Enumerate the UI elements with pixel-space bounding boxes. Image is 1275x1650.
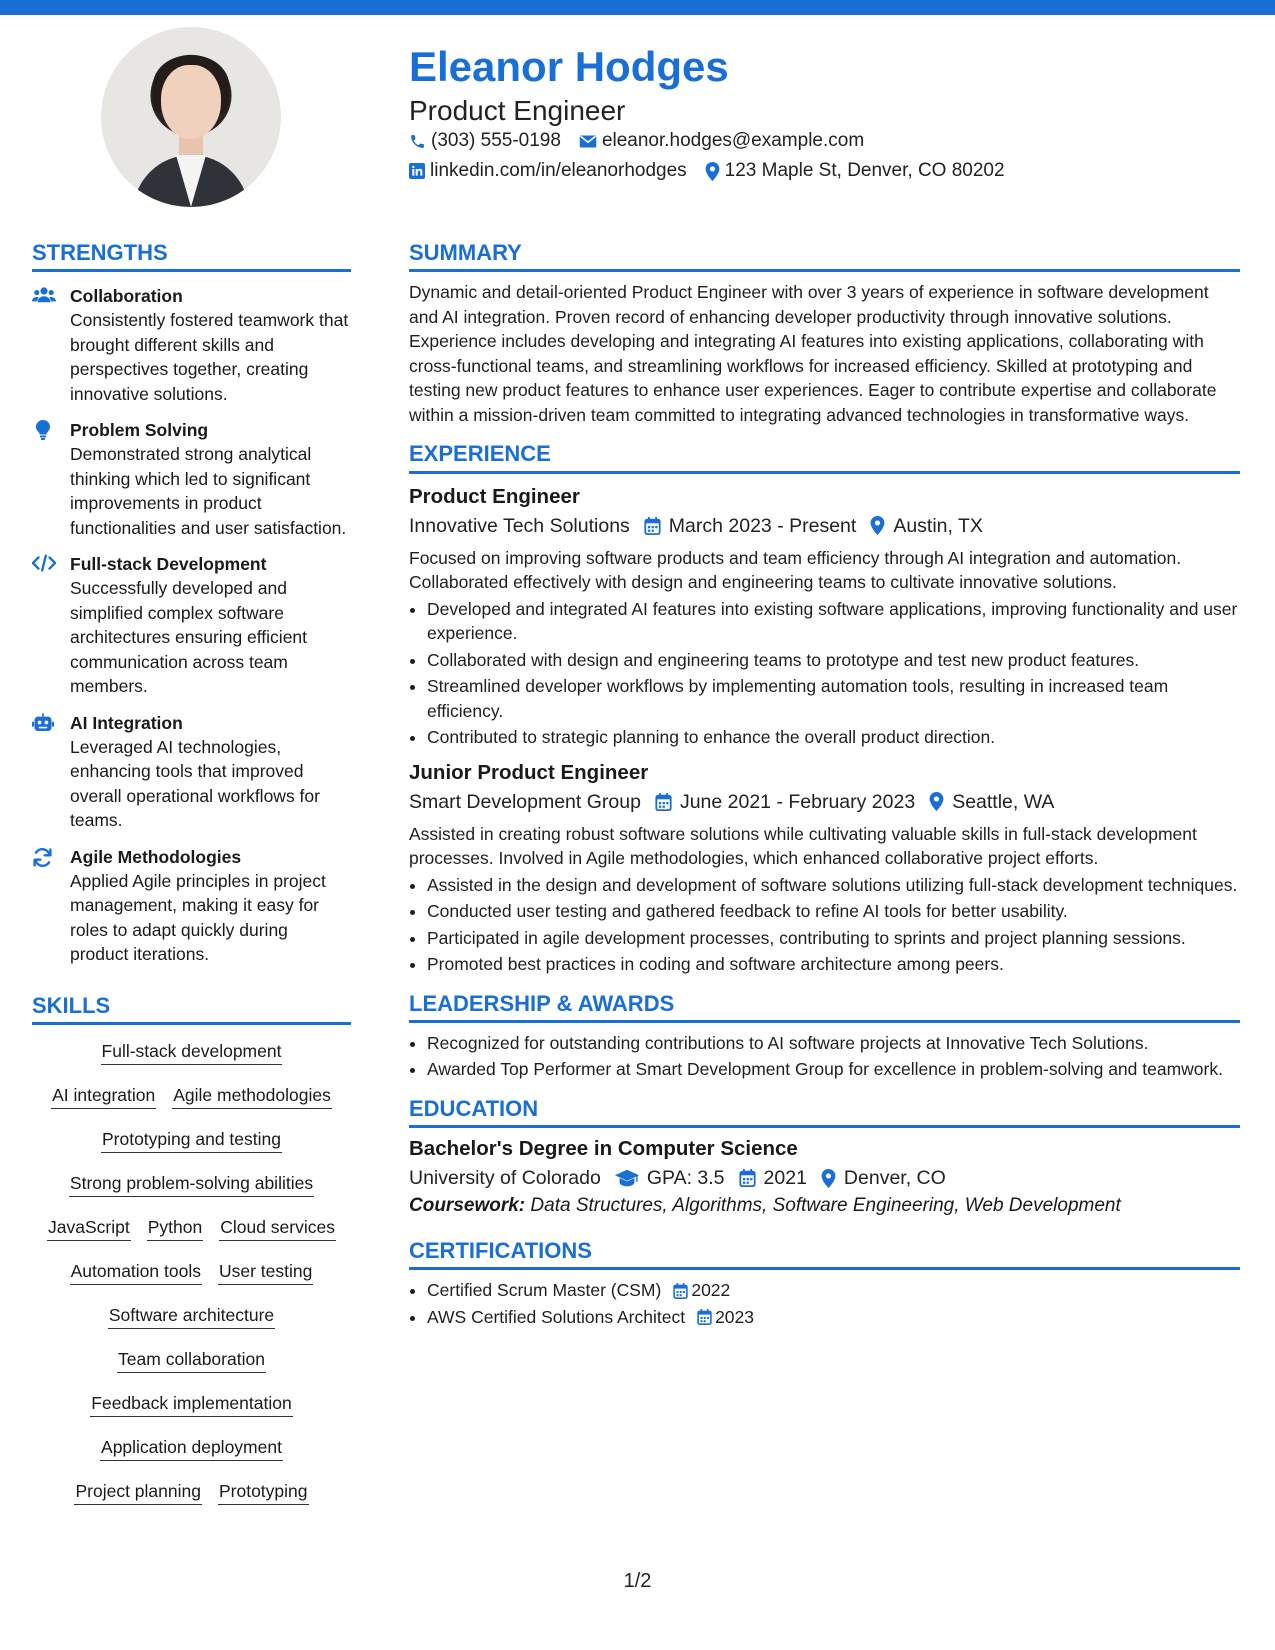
phone-text: (303) 555-0198 [431,130,561,151]
job-location [929,788,1054,816]
strength-item [32,711,351,833]
envelope-icon [579,134,597,149]
job-bullet: • Conducted user testing and gathered feedback to refine AI tools for better usability. [427,899,1240,924]
skill-row [32,1083,351,1109]
leadership-heading: LEADERSHIP & AWARDS [409,991,1240,1023]
job-bullet: • Assisted in the design and development of software solutions utilizing full-stack development techniques. [427,873,1240,898]
skill-row [32,1347,351,1373]
contact-email[interactable] [579,130,864,152]
candidate-name: Eleanor Hodges [409,43,729,90]
strength-desc: Consistently fostered teamwork that brought different skills and perspectives together, creating innovative solutions. [70,310,349,404]
education-heading: EDUCATION [409,1096,1240,1128]
calendar-icon [673,1283,688,1299]
left-column [32,240,351,1523]
calendar-icon [655,793,672,811]
email-text: eleanor.hodges@example.com [601,130,865,151]
contact-row-2 [409,160,1023,182]
job-company: Innovative Tech Solutions [409,514,630,537]
skill-tag: Software architecture [108,1303,275,1329]
contact-phone[interactable] [409,130,561,152]
strengths-heading: STRENGTHS [32,240,351,272]
award-bullet: • Recognized for outstanding contributions to AI software projects at Innovative Tech Solutions. [427,1031,1240,1056]
education-section [409,1096,1240,1220]
map-pin-icon [705,162,720,181]
map-pin-icon [929,792,944,811]
experience-heading: EXPERIENCE [409,441,1240,473]
job-dates-text: June 2021 - February 2023 [679,790,916,813]
contact-linkedin[interactable] [409,160,687,182]
job-location-text: Seattle, WA [952,790,1055,813]
certifications-heading: CERTIFICATIONS [409,1238,1240,1270]
job-meta [409,512,1240,540]
certifications-section [409,1238,1240,1329]
strength-title: Agile Methodologies [70,846,242,867]
strength-title: AI Integration [70,712,183,733]
strength-title: Full-stack Development [70,554,267,575]
edu-location-text: Denver, CO [843,1167,946,1190]
calendar-icon [739,1169,756,1187]
grad-year [739,1164,807,1192]
skill-row [32,1215,351,1241]
cert-year: 2022 [691,1280,731,1301]
job-location [870,512,983,540]
strength-desc: Demonstrated strong analytical thinking which led to significant improvements in product functionalities and user satisfaction. [70,444,347,538]
map-pin-icon [870,516,885,535]
right-column [409,240,1240,1331]
skill-row [32,1171,351,1197]
summary-heading: SUMMARY [409,240,1240,272]
leadership-section [409,991,1240,1082]
skill-row [32,1435,351,1461]
skill-tag: Cloud services [219,1215,336,1241]
graduation-cap-icon [615,1169,639,1187]
job-bullet: • Participated in agile development processes, contributing to sprints and project planning sessions. [427,926,1240,951]
linkedin-text: linkedin.com/in/eleanorhodges [430,160,687,181]
skill-tag: AI integration [51,1083,156,1109]
strength-item [32,552,351,699]
education-meta [409,1164,1240,1192]
profile-photo [101,27,281,207]
job-entry [409,760,1240,977]
job-dates-text: March 2023 - Present [668,514,857,537]
strength-item [32,418,351,540]
skill-tag: User testing [218,1259,313,1285]
candidate-role: Product Engineer [409,95,626,126]
strength-desc: Applied Agile principles in project management, making it easy for roles to adapt quickly during product iterations. [70,870,326,965]
skills-list [32,1039,351,1505]
skill-tag: Strong problem-solving abilities [69,1171,314,1197]
page-number: 1/2 [623,1570,652,1592]
summary-text: Dynamic and detail-oriented Product Engineer with over 3 years of experience in software development and AI integration. Proven record of enhancing developer productivity through innovative solutions. Experience includes developing and integrating AI features into existing applications, collaborating with cross-functional teams, and streamlining workflows for increased efficiency. Skilled at prototyping and testing new product features to enhance user experiences. Eager to contribute expertise and collaborate within a mission-driven team committed to integrating advanced technologies in transformative ways. [409,282,1217,425]
calendar-icon [697,1309,712,1325]
skill-tag: Automation tools [70,1259,202,1285]
job-title: Product Engineer [409,484,580,508]
edu-location [821,1164,946,1192]
sync-icon [32,847,53,868]
job-entry [409,484,1240,750]
coursework-label: Coursework: [409,1195,526,1217]
skill-tag: Prototyping [218,1479,309,1505]
top-accent-bar [0,0,1275,15]
skill-tag: Team collaboration [117,1347,266,1373]
award-bullet: • Awarded Top Performer at Smart Development Group for excellence in problem-solving and teamwork. [427,1057,1240,1082]
job-bullet: • Developed and integrated AI features into existing software applications, improving functionality and user experience. [427,597,1240,646]
skill-tag: JavaScript [47,1215,131,1241]
job-bullet: • Contributed to strategic planning to enhance the overall product direction. [427,725,1240,750]
cert-name: • Certified Scrum Master (CSM) [427,1280,662,1301]
skill-row [32,1127,351,1153]
job-dates [655,788,915,816]
school-name [409,1164,601,1192]
skill-row [32,1039,351,1065]
map-pin-icon [821,1169,836,1188]
job-bullet: • Collaborated with design and engineering teams to prototype and test new product features. [427,648,1240,673]
skill-tag: Feedback implementation [90,1391,292,1417]
job-title: Junior Product Engineer [409,760,649,784]
skill-tag: Prototyping and testing [101,1127,282,1153]
skill-row [32,1391,351,1417]
skill-row [32,1303,351,1329]
job-meta [409,788,1240,816]
coursework [409,1192,1240,1220]
job-bullet: • Streamlined developer workflows by implementing automation tools, resulting in increased team efficiency. [427,674,1240,723]
skill-row [32,1259,351,1285]
job-dates [644,512,857,540]
contact-row-1 [409,130,882,152]
job-bullet: • Promoted best practices in coding and software architecture among peers. [427,952,1240,977]
skill-tag: Application deployment [100,1435,283,1461]
skills-heading: SKILLS [32,993,351,1025]
job-company: Smart Development Group [409,790,641,813]
certification-item [427,1305,1240,1330]
experience-section [409,441,1240,976]
strength-title: Problem Solving [70,420,209,441]
users-icon [32,286,56,304]
calendar-icon [644,517,661,535]
job-description: Assisted in creating robust software solutions while cultivating valuable skills in full-stack development processes. Involved in Agile methodologies, which enhanced collaborative project efforts. [409,823,1197,869]
code-icon [32,554,56,572]
job-location-text: Austin, TX [893,514,983,537]
lightbulb-icon [36,420,50,440]
skill-tag: Python [147,1215,203,1241]
strength-item [32,845,351,967]
skill-tag: Agile methodologies [172,1083,332,1109]
contact-address [705,160,1005,182]
degree-title: Bachelor's Degree in Computer Science [409,1137,798,1161]
certification-item [427,1278,1240,1303]
summary-section [409,240,1240,427]
skill-tag: Project planning [74,1479,202,1505]
cert-year: 2023 [715,1306,755,1327]
skill-tag: Full-stack development [101,1039,283,1065]
address-text: 123 Maple St, Denver, CO 80202 [724,160,1005,181]
cert-name: • AWS Certified Solutions Architect [427,1306,686,1327]
strength-desc: Successfully developed and simplified complex software architectures ensuring efficient communication across team members. [70,578,308,697]
job-description: Focused on improving software products and team efficiency through AI integration and automation. Collaborated effectively with design and engineering teams to cultivate innovative solutions. [409,547,1182,593]
strength-title: Collaboration [70,286,183,307]
year-text: 2021 [763,1167,807,1190]
strength-item [32,284,351,406]
school-text: University of Colorado [409,1167,601,1190]
gpa-text: GPA: 3.5 [646,1167,725,1190]
coursework-text: Data Structures, Algorithms, Software Engineering, Web Development [530,1195,1121,1217]
strength-desc: Leveraged AI technologies, enhancing tools that improved overall operational workflows for teams. [70,736,320,831]
skill-row [32,1479,351,1505]
robot-icon [32,713,54,732]
gpa [615,1164,725,1192]
linkedin-icon [409,163,425,179]
phone-icon [409,133,426,150]
